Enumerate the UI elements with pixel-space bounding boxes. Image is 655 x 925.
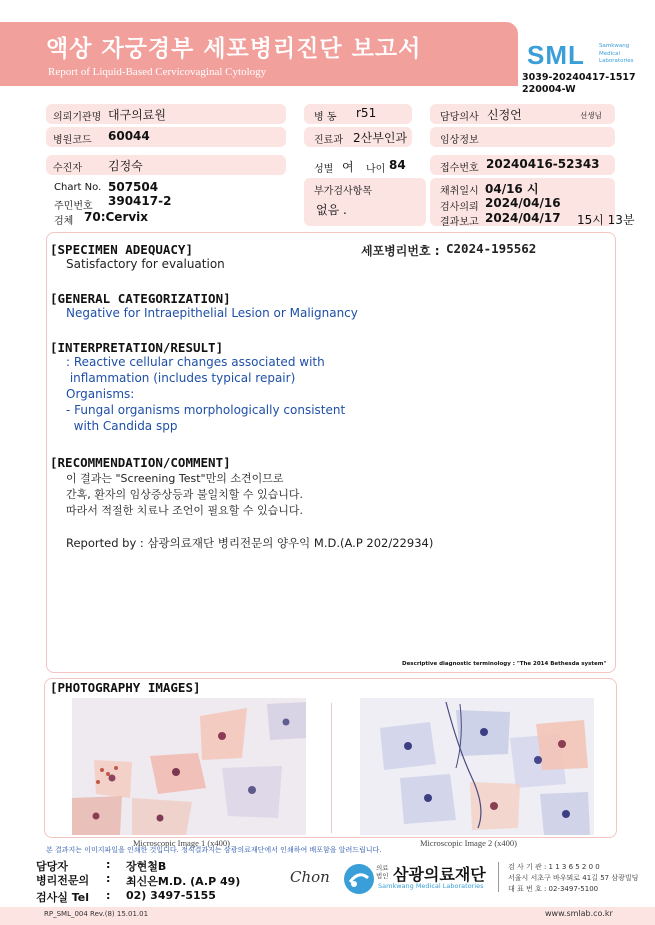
- pathologist-signature: Chon: [290, 868, 330, 886]
- id-value: 390417-2: [108, 194, 172, 208]
- cytology-number-value: C2024-195562: [446, 241, 537, 256]
- manager-label: 담당자: [36, 860, 68, 873]
- result-time: 15시 13분: [577, 213, 635, 227]
- manager-value: 장현철B: [126, 860, 167, 873]
- pathologist-colon: :: [106, 872, 111, 885]
- form-code: RP_SML_004 Rev.(8) 15.01.01: [44, 910, 149, 918]
- micro-image-1-drawing: [72, 698, 306, 835]
- recommendation-heading: [RECOMMENDATION/COMMENT]: [50, 455, 231, 470]
- reported-by: Reported by : 삼광의료재단 병리전문의 양우익 M.D.(A.P 202/22934): [66, 536, 434, 550]
- foundation-phone: 대 표 번 호 : 02-3497-5100: [508, 885, 599, 893]
- receipt-label: 접수번호: [440, 163, 479, 174]
- manager-colon: :: [106, 858, 111, 871]
- image-1-caption: Microscopic Image 1 (x400): [133, 838, 231, 848]
- age-value: 84: [389, 158, 406, 172]
- foundation-address: 서울시 서초구 바우뫼로 41길 57 삼광빌딩: [508, 874, 639, 882]
- general-text: Negative for Intraepithelial Lesion or Malignancy: [66, 306, 358, 320]
- website-link[interactable]: www.smlab.co.kr: [545, 909, 613, 918]
- pathologist-value: 최신은M.D. (A.P 49): [126, 875, 241, 888]
- extra-test-value: 없음 .: [316, 203, 347, 217]
- report-title: 액상 자궁경부 세포병리진단 보고서: [46, 36, 422, 62]
- pathologist-label: 병리전문의: [36, 874, 90, 887]
- lab-tel-label: 검사실 Tel: [36, 891, 89, 904]
- descriptive-terminology: Descriptive diagnostic terminology : "The 2014 Bethesda system": [402, 661, 607, 667]
- adequacy-heading: [SPECIMEN ADEQUACY]: [50, 242, 193, 257]
- foundation-registration: 검 사 기 관 : 1 1 3 6 5 2 0 0: [508, 863, 600, 871]
- foundation-details: [508, 862, 638, 895]
- dept-label: 진료과: [314, 135, 343, 146]
- foundation-legal-type: 의료법인: [376, 864, 389, 880]
- general-heading: [GENERAL CATEGORIZATION]: [50, 291, 231, 306]
- microscopic-image-1: [72, 698, 306, 835]
- sml-logo-text: SML: [527, 40, 585, 70]
- specimen-value: 70:Cervix: [84, 210, 149, 224]
- receipt-value: 20240416-52343: [486, 157, 600, 171]
- chart-value: 507504: [108, 180, 159, 194]
- recommendation-line: 이 결과는 "Screening Test"만의 소견이므로: [66, 472, 284, 485]
- result-value: 2024/04/17: [485, 211, 561, 225]
- foundation-logo-icon: [344, 864, 374, 894]
- interpretation-heading: [INTERPRETATION/RESULT]: [50, 340, 224, 355]
- patient-value: 김정숙: [108, 159, 143, 173]
- institution-label: 의뢰기관명: [53, 112, 102, 123]
- photo-heading: [PHOTOGRAPHY IMAGES]: [50, 680, 201, 695]
- interpretation-line: - Fungal organisms morphologically consistent: [66, 403, 346, 417]
- sml-logo-caption: Samkwang Medical Laboratories: [599, 43, 634, 64]
- foundation-logo-mark: [344, 864, 374, 894]
- printed-notice: 본 결과지는 이미지파일을 인쇄한 것입니다. 정식결과지는 삼광의료재단에서 인쇄하여 배포함을 알려드립니다.: [46, 846, 382, 854]
- lab-tel-value: 02) 3497-5155: [126, 889, 216, 902]
- footer-divider: [498, 862, 499, 892]
- lab-tel-colon: :: [106, 889, 111, 902]
- doctor-value: 신정언: [487, 108, 522, 122]
- specimen-label: 검체: [54, 216, 74, 227]
- result-label: 결과보고: [440, 217, 479, 228]
- cytology-number-label: 세포병리번호 :: [361, 244, 440, 258]
- micro-image-2-drawing: [360, 698, 594, 835]
- age-label: 나이: [366, 164, 386, 175]
- request-value: 2024/04/16: [485, 196, 561, 210]
- institution-value: 대구의료원: [108, 108, 166, 122]
- recommendation-line: 간혹, 환자의 임상증상등과 불일치할 수 있습니다.: [66, 488, 303, 501]
- doctor-suffix: 선생님: [580, 111, 602, 120]
- image-2-caption: Microscopic Image 2 (x400): [420, 838, 518, 848]
- recommendation-line: 따라서 적절한 치료나 조언이 필요할 수 있습니다.: [66, 504, 303, 517]
- hospital-code-label: 병원코드: [53, 135, 92, 146]
- sex-label: 성별: [314, 164, 334, 175]
- patient-field: [46, 155, 286, 175]
- report-number: [522, 72, 636, 96]
- collect-value: 04/16 시: [485, 182, 539, 196]
- foundation-english-name: Samkwang Medical Laboratories: [378, 882, 484, 890]
- request-label: 검사의뢰: [440, 202, 479, 213]
- report-number-line1: 3039-20240417-1517: [522, 72, 636, 83]
- interpretation-line: with Candida spp: [66, 419, 178, 433]
- hospital-code-value: 60044: [108, 129, 150, 143]
- doctor-label: 담당의사: [440, 112, 479, 123]
- photo-divider: [331, 703, 332, 833]
- collect-label: 채취일시: [440, 186, 479, 197]
- sex-value: 여: [342, 160, 354, 174]
- ward-value: r51: [356, 106, 377, 120]
- adequacy-text: Satisfactory for evaluation: [66, 257, 225, 271]
- sml-logo: [527, 42, 647, 68]
- microscopic-image-2: [360, 698, 594, 835]
- interpretation-line: inflammation (includes typical repair): [66, 371, 296, 385]
- ward-label: 병 동: [314, 112, 337, 123]
- foundation-name: 삼광의료재단: [393, 865, 486, 884]
- dept-value: 2산부인과: [353, 131, 408, 145]
- patient-label: 수진자: [53, 163, 82, 174]
- report-number-line2: 220004-W: [522, 84, 576, 95]
- id-label: 주민번호: [54, 201, 93, 212]
- clinical-info-label: 임상정보: [440, 135, 479, 146]
- chart-label: Chart No.: [54, 182, 102, 193]
- interpretation-line: Organisms:: [66, 387, 135, 401]
- interpretation-line: : Reactive cellular changes associated with: [66, 355, 325, 369]
- extra-test-label: 부가검사항목: [314, 186, 372, 197]
- report-subtitle: Report of Liquid-Based Cervicovaginal Cytology: [48, 66, 267, 78]
